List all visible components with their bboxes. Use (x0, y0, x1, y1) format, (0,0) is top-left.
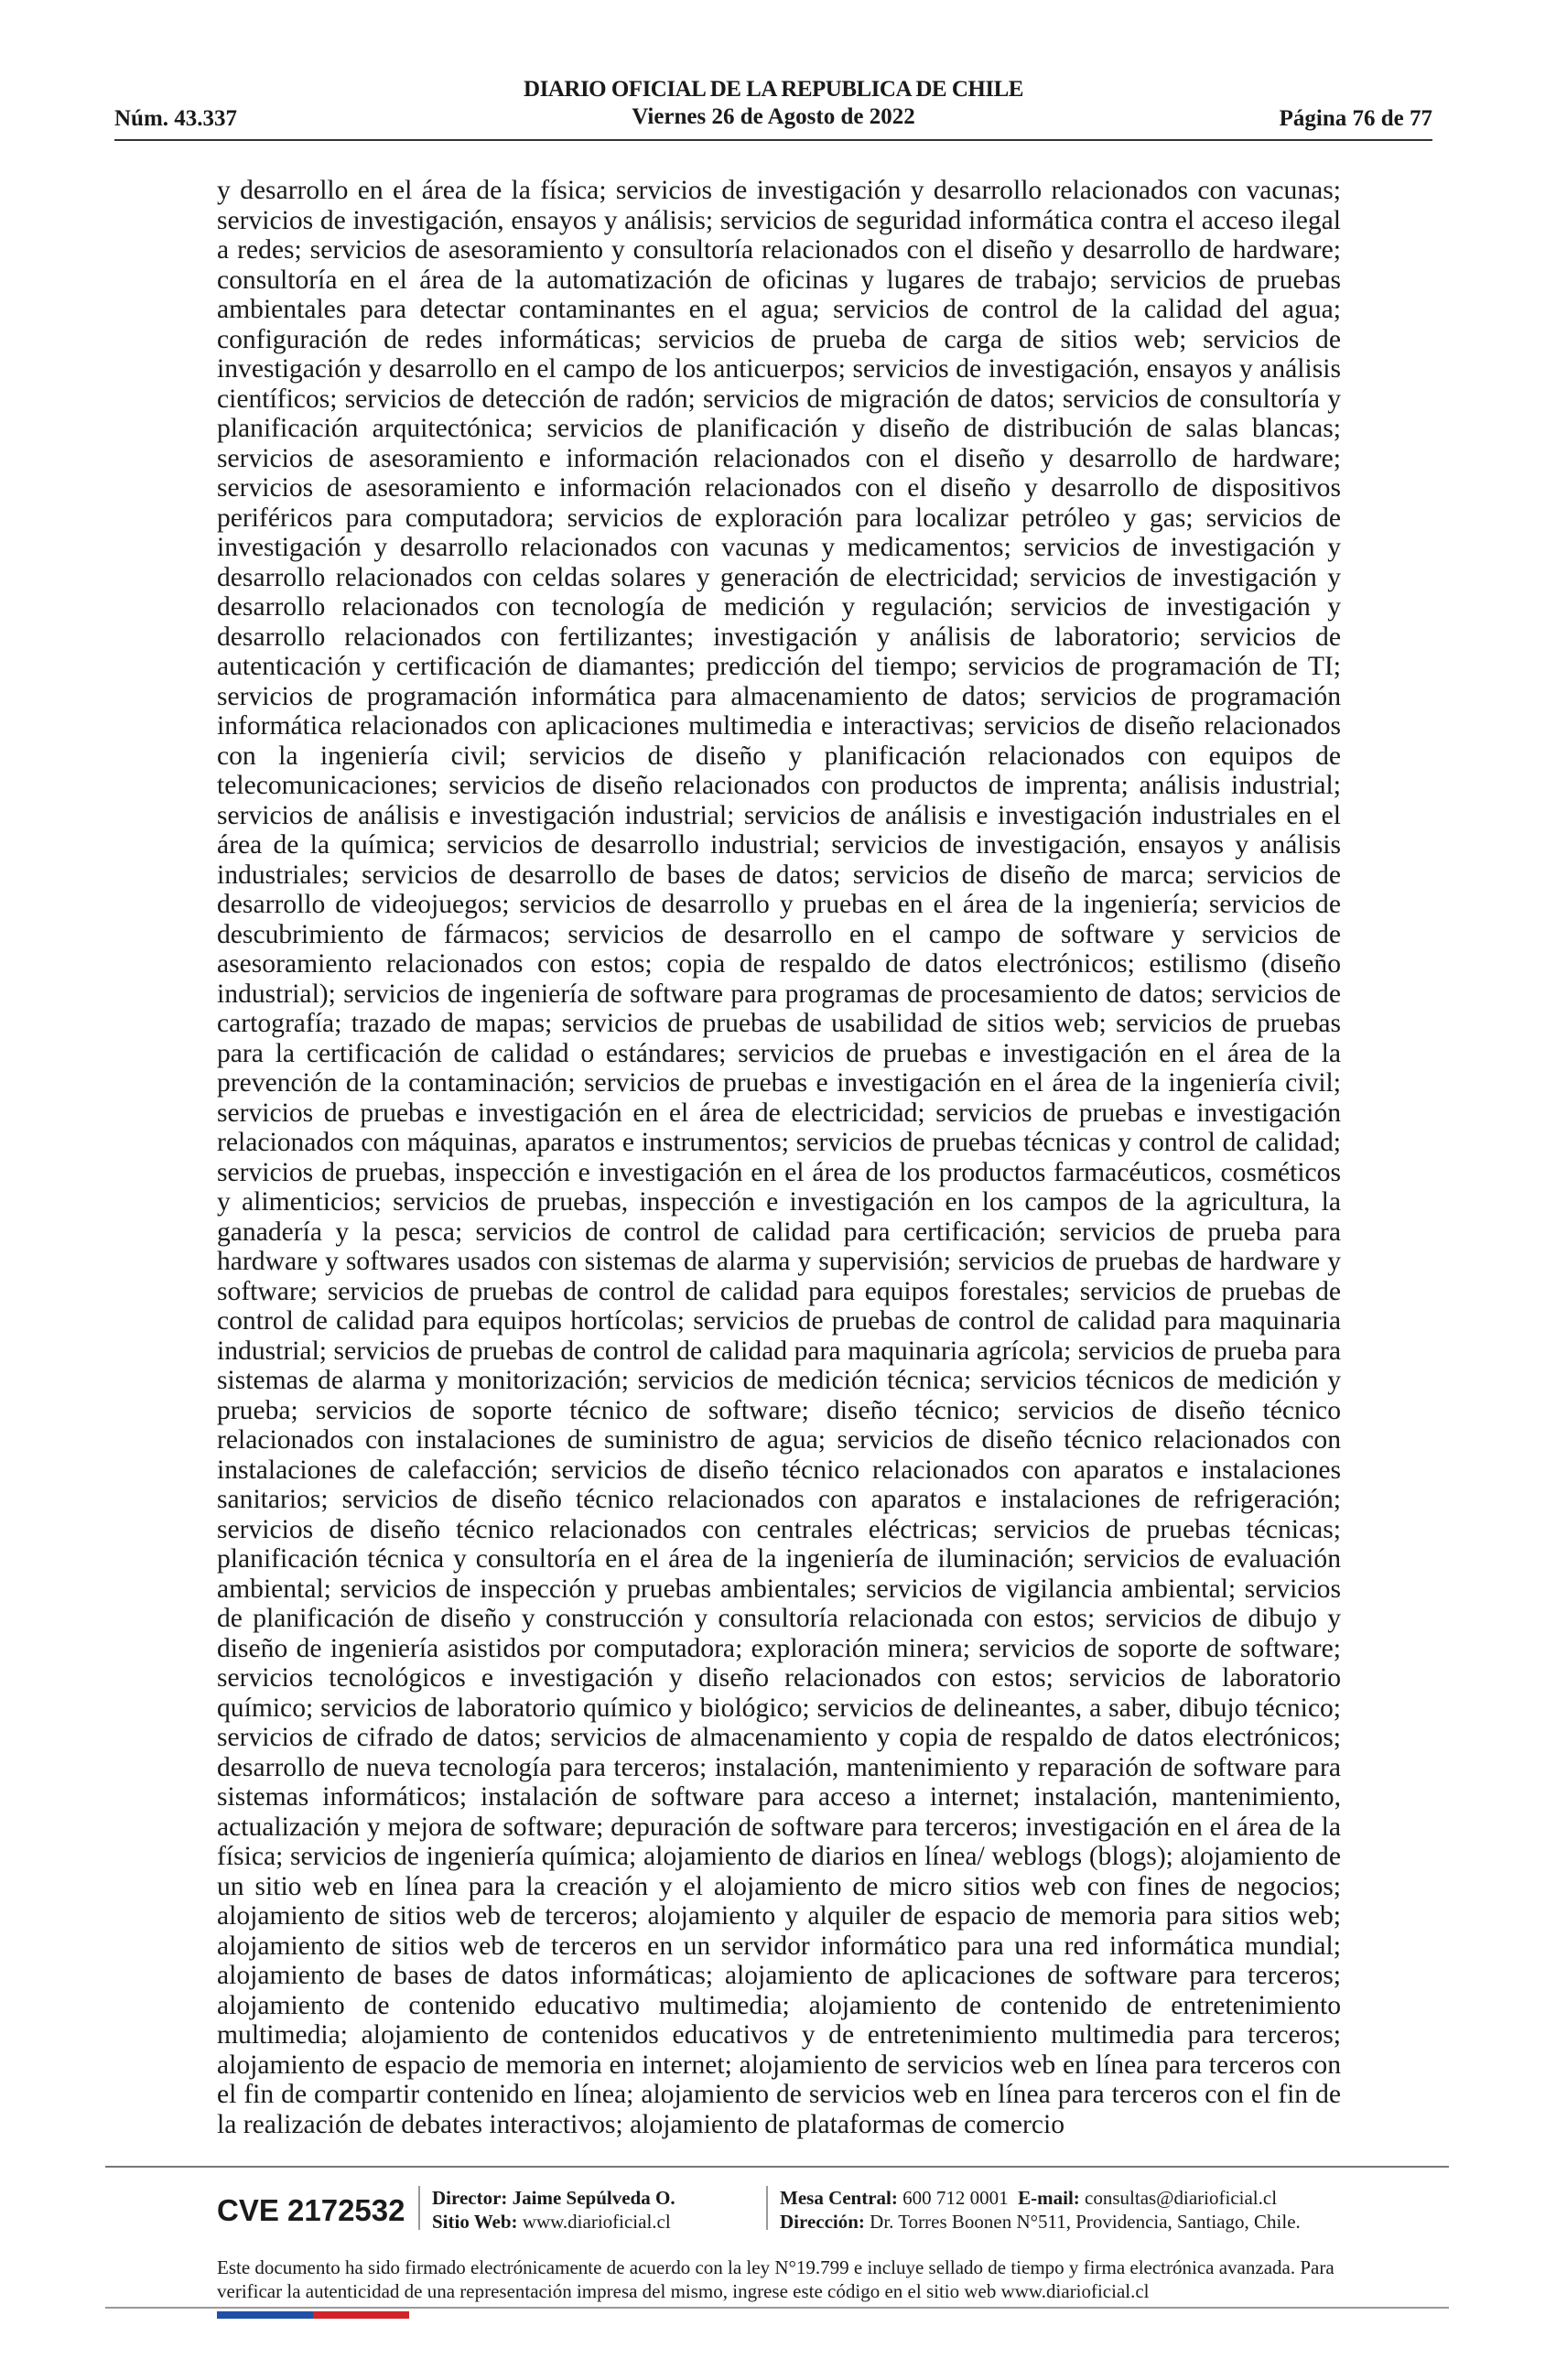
footer-info (217, 2182, 1341, 2234)
body-text: y desarrollo en el área de la física; servicios de investigación y desarrollo relacionados con vacunas; servicios de investigación, ensayos y análisis; servicios de seguridad informática contra el acceso ilegal a redes; servicios de asesoramiento y consultoría relacionados con el diseño y desarrollo de hardware; consultoría en el área de la automatización de oficinas y lugares de trabajo; servicios de pruebas ambientales para detectar contaminantes en el agua; servicios de control de la calidad del agua; configuración de redes informáticas; servicios de prueba de carga de sitios web; servicios de investigación y desarrollo en el campo de los anticuerpos; servicios de investigación, ensayos y análisis científicos; servicios de detección de radón; servicios de migración de datos; servicios de consultoría y planificación arquitectónica; servicios de planificación y diseño de distribución de salas blancas; servicios de asesoramiento e información relacionados con el diseño y desarrollo de hardware; servicios de asesoramiento e información relacionados con el diseño y desarrollo de dispositivos periféricos para computadora; servicios de exploración para localizar petróleo y gas; servicios de investigación y desarrollo relacionados con vacunas y medicamentos; servicios de investigación y desarrollo relacionados con celdas solares y generación de electricidad; servicios de investigación y desarrollo relacionados con tecnología de medición y regulación; servicios de investigación y desarrollo relacionados con fertilizantes; investigación y análisis de laboratorio; servicios de autenticación y certificación de diamantes; predicción del tiempo; servicios de programación de TI; servicios de programación informática para almacenamiento de datos; servicios de programación informática relacionados con aplicaciones multimedia e interactivas; servicios de diseño relacionados con la ingeniería civil; servicios de diseño y planificación relacionados con equipos de telecomunicaciones; servicios de diseño relacionados con productos de imprenta; análisis industrial; servicios de análisis e investigación industrial; servicios de análisis e investigación industriales en el área de la química; servicios de desarrollo industrial; servicios de investigación, ensayos y análisis industriales; servicios de desarrollo de bases de datos; servicios de diseño de marca; servicios de desarrollo de videojuegos; servicios de desarrollo y pruebas en el área de la ingeniería; servicios de descubrimiento de fármacos; servicios de desarrollo en el campo de software y servicios de asesoramiento relacionados con estos; copia de respaldo de datos electrónicos; estilismo (diseño industrial); servicios de ingeniería de software para programas de procesamiento de datos; servicios de cartografía; trazado de mapas; servicios de pruebas de usabilidad de sitios web; servicios de pruebas para la certificación de calidad o estándares; servicios de pruebas e investigación en el área de la prevención de la contaminación; servicios de pruebas e investigación en el área de la ingeniería civil; servicios de pruebas e investigación en el área de electricidad; servicios de pruebas e investigación relacionados con máquinas, aparatos e instrumentos; servicios de pruebas técnicas y control de calidad; servicios de pruebas, inspección e investigación en el área de los productos farmacéuticos, cosméticos y alimenticios; servicios de pruebas, inspección e investigación en los campos de la agricultura, la ganadería y la pesca; servicios de control de calidad para certificación; servicios de prueba para hardware y softwares usados con sistemas de alarma y supervisión; servicios de pruebas de hardware y software; servicios de pruebas de control de calidad para equipos forestales; servicios de pruebas de control de calidad para equipos hortícolas; servicios de pruebas de control de calidad para maquinaria industrial; servicios de pruebas de control de calidad para maquinaria agrícola; servicios de prueba para sistemas de alarma y monitorización; servicios de medición técnica; servicios técnicos de medición y prueba; servicios de soporte técnico de software; diseño técnico; servicios de diseño técnico relacionados con instalaciones de suministro de agua; servicios de diseño técnico relacionados con instalaciones de calefacción; servicios de diseño técnico relacionados con aparatos e instalaciones sanitarios; servicios de diseño técnico relacionados con aparatos e instalaciones de refrigeración; servicios de diseño técnico relacionados con centrales eléctricas; servicios de pruebas técnicas; planificación técnica y consultoría en el área de la ingeniería de iluminación; servicios de evaluación ambiental; servicios de inspección y pruebas ambientales; servicios de vigilancia ambiental; servicios de planificación de diseño y construcción y consultoría relacionada con estos; servicios de dibujo y diseño de ingeniería asistidos por computadora; exploración minera; servicios de soporte de software; servicios tecnológicos e investigación y diseño relacionados con estos; servicios de laboratorio químico; servicios de laboratorio químico y biológico; servicios de delineantes, a saber, dibujo técnico; servicios de cifrado de datos; servicios de almacenamiento y copia de respaldo de datos electrónicos; desarrollo de nueva tecnología para terceros; instalación, mantenimiento y reparación de software para sistemas informáticos; instalación de software para acceso a internet; instalación, mantenimiento, actualización y mejora de software; depuración de software para terceros; investigación en el área de la física; servicios de ingeniería química; alojamiento de diarios en línea/ weblogs (blogs); alojamiento de un sitio web en línea para la creación y el alojamiento de micro sitios web con fines de negocios; alojamiento de sitios web de terceros; alojamiento y alquiler de espacio de memoria para sitios web; alojamiento de sitios web de terceros en un servidor informático para una red informática mundial; alojamiento de bases de datos informáticas; alojamiento de aplicaciones de software para terceros; alojamiento de contenido educativo multimedia; alojamiento de contenido de entretenimiento multimedia; alojamiento de contenidos educativos y de entretenimiento multimedia para terceros; alojamiento de espacio de memoria en internet; alojamiento de servicios web en línea para terceros con el fin de compartir contenido en línea; alojamiento de servicios web en línea para terceros con el fin de la realización de debates interactivos; alojamiento de plataformas de comercio (217, 176, 1341, 2139)
cve-code: CVE 2172532 (217, 2193, 405, 2227)
phone-label: Mesa Central: (780, 2187, 898, 2209)
flag-stripe (217, 2311, 409, 2319)
contact-block (780, 2186, 1301, 2234)
page-number: Página 76 de 77 (1279, 106, 1432, 131)
issue-date: Viernes 26 de Agosto de 2022 (632, 104, 915, 129)
footer-bottom-divider (105, 2307, 1449, 2309)
signature-note: Este documento ha sido firmado electrónicamente de acuerdo con la ley N°19.799 e incluye sellado de tiempo y firma electrónica avanzada. Para verificar la autenticidad de una representación impresa del mismo, ingrese este código en el sitio web www.diarioficial.cl (217, 2256, 1334, 2302)
phone-number: 600 712 0001 (902, 2187, 1009, 2209)
email-label: E-mail: (1018, 2187, 1080, 2209)
address: Dr. Torres Boonen N°511, Providencia, Santiago, Chile. (870, 2211, 1301, 2233)
flag-blue-segment (217, 2311, 313, 2319)
paper-name: DIARIO OFICIAL DE LA REPUBLICA DE CHILE (524, 77, 1023, 102)
header-divider (114, 139, 1432, 141)
page-header (114, 77, 1432, 139)
flag-red-segment (313, 2311, 409, 2319)
email-link[interactable]: consultas@diarioficial.cl (1085, 2187, 1278, 2209)
address-label: Dirección: (780, 2211, 865, 2233)
website-label: Sitio Web: (432, 2211, 518, 2233)
footer-divider (105, 2166, 1449, 2168)
footer-separator (766, 2186, 768, 2230)
director-label: Director: (432, 2187, 508, 2209)
masthead (114, 77, 1432, 130)
website-link[interactable]: www.diarioficial.cl (522, 2211, 671, 2233)
issue-number: Núm. 43.337 (114, 106, 238, 131)
director-block (432, 2186, 675, 2234)
director-name: Jaime Sepúlveda O. (512, 2187, 675, 2209)
footer-separator (418, 2186, 420, 2230)
